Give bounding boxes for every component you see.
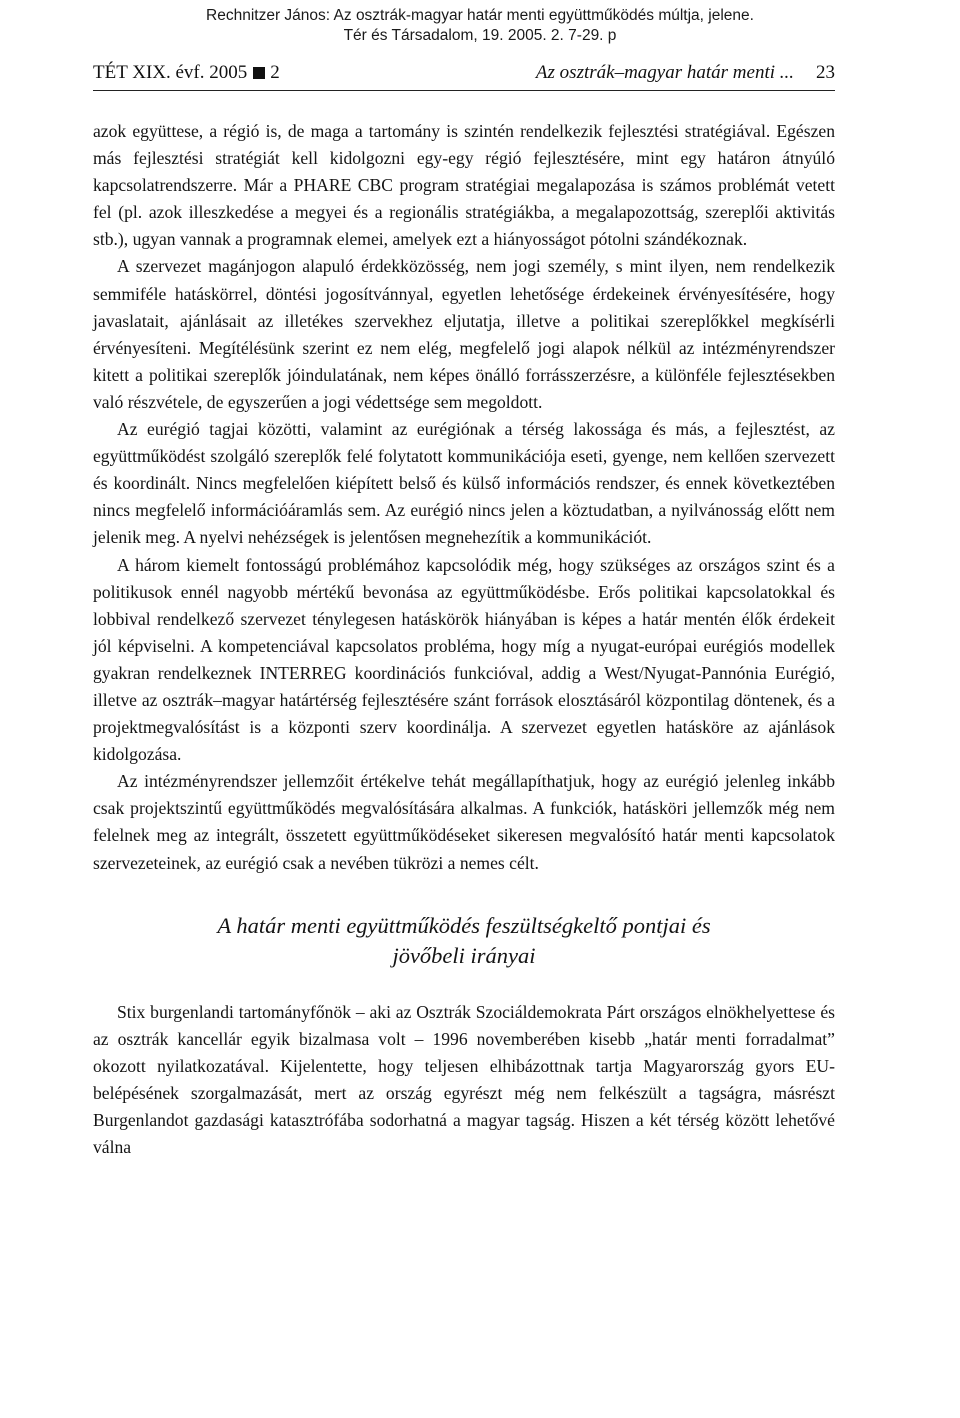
journal-info <box>93 62 280 84</box>
paragraph: Stix burgenlandi tartományfőnök – aki az Osztrák Szociáldemokrata Párt országos elnökhelyettese és az osztrák kancellár egyik bizalmasa volt – 1996 novemberében kisebb „határ menti forradalmat” okozott nyilatkozatával. Kijelentette, hogy teljesen elhibázottnak tartja Magyarország gyors EU-belépésének szorgalmazását, mert az ország egyrészt még nem felkészült a tagságra, másrészt Burgenlandot gazdasági katasztrófába sodorhatná a magyar tagság. Hiszen a két térség között lehetővé válna <box>93 1001 835 1158</box>
running-title-block <box>536 62 835 84</box>
section-heading-line-2: jövőbeli irányai <box>392 942 536 968</box>
page-number: 23 <box>816 62 835 83</box>
citation-header <box>0 6 960 46</box>
paragraph: Az intézményrendszer jellemzőit értékelve tehát megállapíthatjuk, hogy az eurégió jelenleg inkább csak projektszintű együttműködés megvalósítására alkalmas. A funkciók, hatásköri jellemzők még nem felelnek meg az integrált, összetett együttműködéseket sikeresen megvalósító határ menti kapcsolatok szervezeteinek, az eurégió csak a nevében tükrözi a nemes célt. <box>93 771 835 873</box>
article-body <box>93 118 835 1161</box>
running-title: Az osztrák–magyar határ menti ... <box>535 62 794 83</box>
citation-line-2: Tér és Társadalom, 19. 2005. 2. 7-29. p <box>343 27 617 44</box>
paragraph: azok együttese, a régió is, de maga a tartomány is szintén rendelkezik fejlesztési stratégiával. Egészen más fejlesztési stratégiát kell kidolgozni egy-egy régió fejlesztésére, mint egy határon átnyúló kapcsolatrendszerre. Már a PHARE CBC program stratégiai megalapozása is számos problémát vetett fel (pl. azok illeszkedése a megyei és a regionális stratégiákba, a megalapozottság, szereplői aktivitás stb.), ugyan vannak a programnak elemei, amelyek ezt a hiányosságot pótolni szándékoznak. <box>93 121 835 250</box>
square-bullet-icon <box>253 67 265 79</box>
paragraph: Az eurégió tagjai közötti, valamint az eurégiónak a térség lakossága és más, a fejlesztést, az együttműködést szolgáló szereplők felé folytatott kommunikációja eseti, gyenge, nem kellően szervezett és koordinált. Nincs megfelelően kiépített belső és külső információs rendszer, és ennek következtében nincs megfelelő információáramlás sem. Az eurégió nincs jelen a köztudatban, a nyilvánosság előtt nem jelenik meg. A nyelvi nehézségek is jelentősen megnehezítik a kommunikációt. <box>93 419 835 548</box>
paragraph: A szervezet magánjogon alapuló érdekközösség, nem jogi személy, s mint ilyen, nem rendelkezik semmiféle hatáskörrel, döntési jogosítvánnyal, egyetlen lehetősége érdekeinek érvényesítésére, hogy javaslatait, ajánlásait az illetékes szervekhez eljutatja, illetve a politikai szereplőkkel megkísérli érvényesíteni. Megítélésünk szerint ez nem elég, megfelelő jogi alapok nélkül az intézményrendszer kitett a politikai szereplők jóindulatának, nem képes önálló forrásszerzésre, a különféle fejlesztésekben való részvétele, de egyszerűen a jogi védettsége sem megoldott. <box>93 256 835 412</box>
section-heading-line-1: A határ menti együttműködés feszültségkeltő pontjai és <box>217 912 711 938</box>
issue-number: 2 <box>270 62 280 83</box>
citation-line-1: Rechnitzer János: Az osztrák-magyar határ menti együttműködés múltja, jelene. <box>206 7 754 24</box>
section-heading <box>93 911 835 971</box>
running-header <box>93 62 835 91</box>
paragraph: A három kiemelt fontosságú problémához kapcsolódik még, hogy szükséges az országos szint és a politikusok ennél nagyobb mértékű bevonása az együttműködésbe. Erős politikai kapcsolatokkal és lobbival rendelkező szervezet ténylegesen hatáskörök hiányában is képes a határ mentén élők érdekeit jól képviselni. A kompetenciával kapcsolatos probléma, hogy míg a nyugat-európai eurégiós modellek gyakran rendelkeznek INTERREG koordinációs funkcióval, addig a West/Nyugat-Pannónia Eurégió, illetve az osztrák–magyar határtérség fejlesztésére szánt források elosztásáról központilag döntenek, és a projektmegvalósítást is a központi szerv koordinálja. A szervezet egyetlen hatásköre az ajánlások kidolgozása. <box>93 554 835 765</box>
journal-name: TÉT XIX. évf. 2005 <box>93 62 248 83</box>
